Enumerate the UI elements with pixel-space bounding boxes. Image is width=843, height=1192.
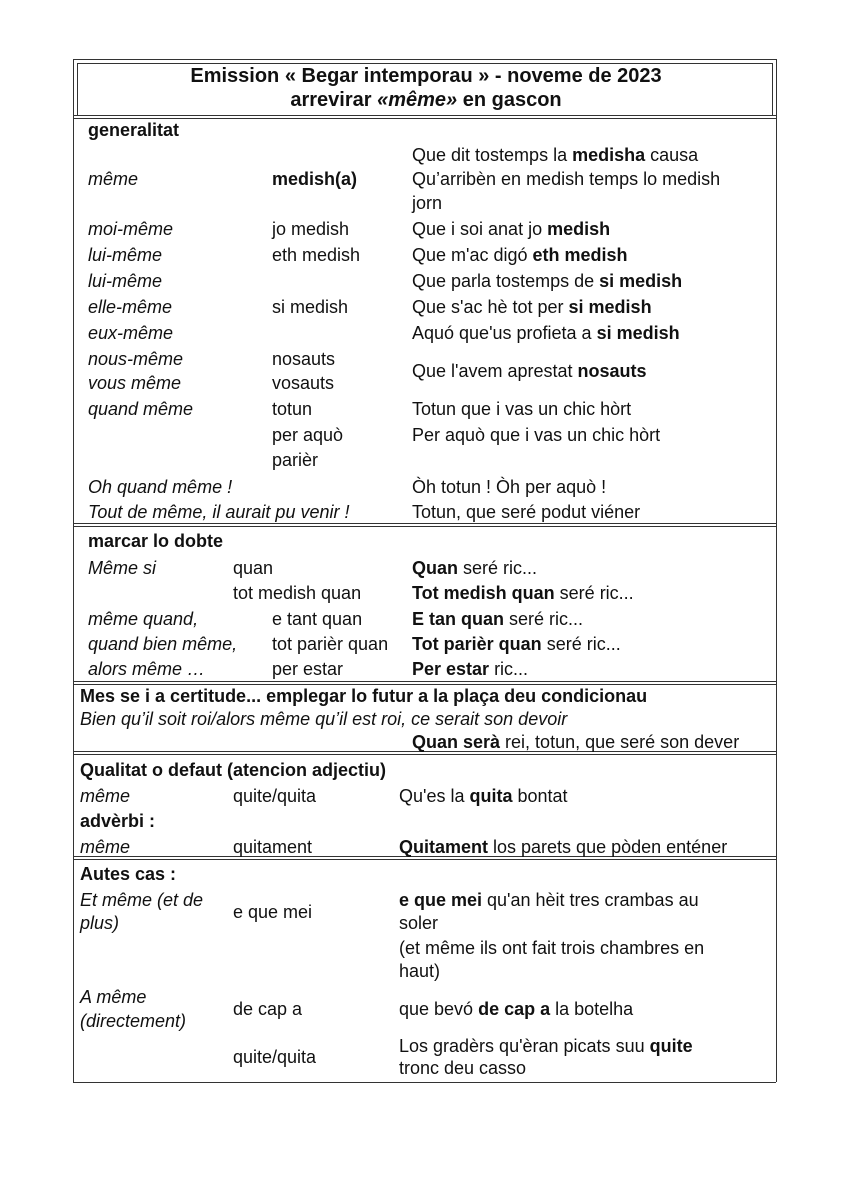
example-text: Totun que i vas un chic hòrt — [412, 399, 632, 419]
section-divider — [73, 526, 776, 527]
french-term: Oh quand même ! — [88, 477, 233, 497]
example-text: tronc deu casso — [399, 1058, 527, 1078]
section-header-marcar-lo-dobte: marcar lo dobte — [88, 531, 224, 551]
table-top-border — [73, 59, 776, 60]
example-text: Que s'ac hè tot per si medish — [412, 297, 652, 317]
gascon-term: per estar — [272, 659, 344, 679]
example-text: Los gradèrs qu'èran picats suu quite — [399, 1036, 693, 1056]
french-term: lui-même — [88, 271, 163, 291]
gascon-term: per aquò — [272, 425, 344, 445]
french-term: elle-même — [88, 297, 173, 317]
example-text: Quan serà rei, totun, que seré son dever — [412, 732, 740, 752]
french-term: plus) — [80, 913, 120, 933]
example-text: Tot parièr quan seré ric... — [412, 634, 621, 654]
example-text: Que dit tostemps la medisha causa — [412, 145, 699, 165]
french-sentence: Bien qu’il soit roi/alors même qu’il est roi, ce serait son devoir — [80, 709, 568, 729]
gascon-term: parièr — [272, 450, 319, 470]
section-header-qualitat: Qualitat o defaut (atencion adjectiu) — [80, 760, 387, 780]
example-text: que bevó de cap a la botelha — [399, 999, 634, 1019]
example-text: (et même ils ont fait trois chambres en — [399, 938, 705, 958]
gascon-term: si medish — [272, 297, 349, 317]
gascon-term: de cap a — [233, 999, 303, 1019]
example-text: E tan quan seré ric... — [412, 609, 584, 629]
gascon-term: quan — [233, 558, 274, 578]
table-right-border — [776, 59, 777, 1082]
example-text: soler — [399, 913, 439, 933]
french-term: Même si — [88, 558, 157, 578]
gascon-term: totun — [272, 399, 313, 419]
example-text: Qu’arribèn en medish temps lo medish — [412, 169, 721, 189]
french-term: quand même — [88, 399, 194, 419]
french-term: même quand, — [88, 609, 199, 629]
french-term: même — [80, 786, 131, 806]
gascon-term: vosauts — [272, 373, 335, 393]
example-text: Totun, que seré podut viéner — [412, 502, 641, 522]
example-text: Quitament los parets que pòden enténer — [399, 837, 728, 857]
french-term: lui-même — [88, 245, 163, 265]
section-header-certitude: Mes se i a certitude... emplegar lo futur a la plaça deu condicionau — [80, 686, 648, 706]
section-header-autes-cas: Autes cas : — [80, 864, 177, 884]
section-divider — [73, 754, 776, 755]
example-text: Tot medish quan seré ric... — [412, 583, 634, 603]
gascon-term: medish(a) — [272, 169, 358, 189]
gascon-term: tot parièr quan — [272, 634, 389, 654]
gascon-term: eth medish — [272, 245, 361, 265]
example-text: Per aquò que i vas un chic hòrt — [412, 425, 661, 445]
example-text: Que m'ac digó eth medish — [412, 245, 628, 265]
example-text: Que i soi anat jo medish — [412, 219, 611, 239]
gascon-term: nosauts — [272, 349, 336, 369]
gascon-term: e que mei — [233, 902, 313, 922]
example-text: Quan seré ric... — [412, 558, 538, 578]
french-term: moi-même — [88, 219, 174, 239]
french-term: (directement) — [80, 1011, 187, 1031]
section-divider — [73, 859, 776, 860]
gascon-term: jo medish — [272, 219, 350, 239]
gascon-term: e tant quan — [272, 609, 363, 629]
title-line-1: Emission « Begar intemporau » - noveme de 2023 — [190, 65, 662, 87]
section-header-generalitat: generalitat — [88, 120, 180, 140]
french-term: nous-même — [88, 349, 184, 369]
example-text: Òh totun ! Òh per aquò ! — [412, 477, 607, 497]
example-text: e que mei qu'an hèit tres crambas au — [399, 890, 699, 910]
example-text: jorn — [412, 193, 443, 213]
french-term: même — [88, 169, 139, 189]
example-text: Aquó que'us profieta a si medish — [412, 323, 680, 343]
section-divider — [73, 681, 776, 682]
example-text: haut) — [399, 961, 441, 981]
example-text: Qu'es la quita bontat — [399, 786, 568, 806]
french-term: quand bien même, — [88, 634, 238, 654]
table-left-border — [73, 59, 74, 1082]
french-term: alors même … — [88, 659, 206, 679]
title-line-2: arrevirar «même» en gascon — [290, 89, 562, 111]
gascon-term: tot medish quan — [233, 583, 362, 603]
document-title — [77, 64, 775, 112]
table-bottom-border — [73, 1082, 776, 1083]
example-text: Que l'avem aprestat nosauts — [412, 361, 647, 381]
french-term: Tout de même, il aurait pu venir ! — [88, 502, 350, 522]
example-text: Per estar ric... — [412, 659, 529, 679]
french-term: A même — [80, 987, 147, 1007]
french-term: eux-même — [88, 323, 174, 343]
gascon-term: quitament — [233, 837, 313, 857]
french-term: même — [80, 837, 131, 857]
gascon-term: quite/quita — [233, 1047, 317, 1067]
title-bottom-border — [73, 115, 776, 116]
french-term: vous même — [88, 373, 182, 393]
example-text: Que parla tostemps de si medish — [412, 271, 683, 291]
gascon-term: quite/quita — [233, 786, 317, 806]
french-term: Et même (et de — [80, 890, 204, 910]
subheader-adverbi: advèrbi : — [80, 811, 156, 831]
